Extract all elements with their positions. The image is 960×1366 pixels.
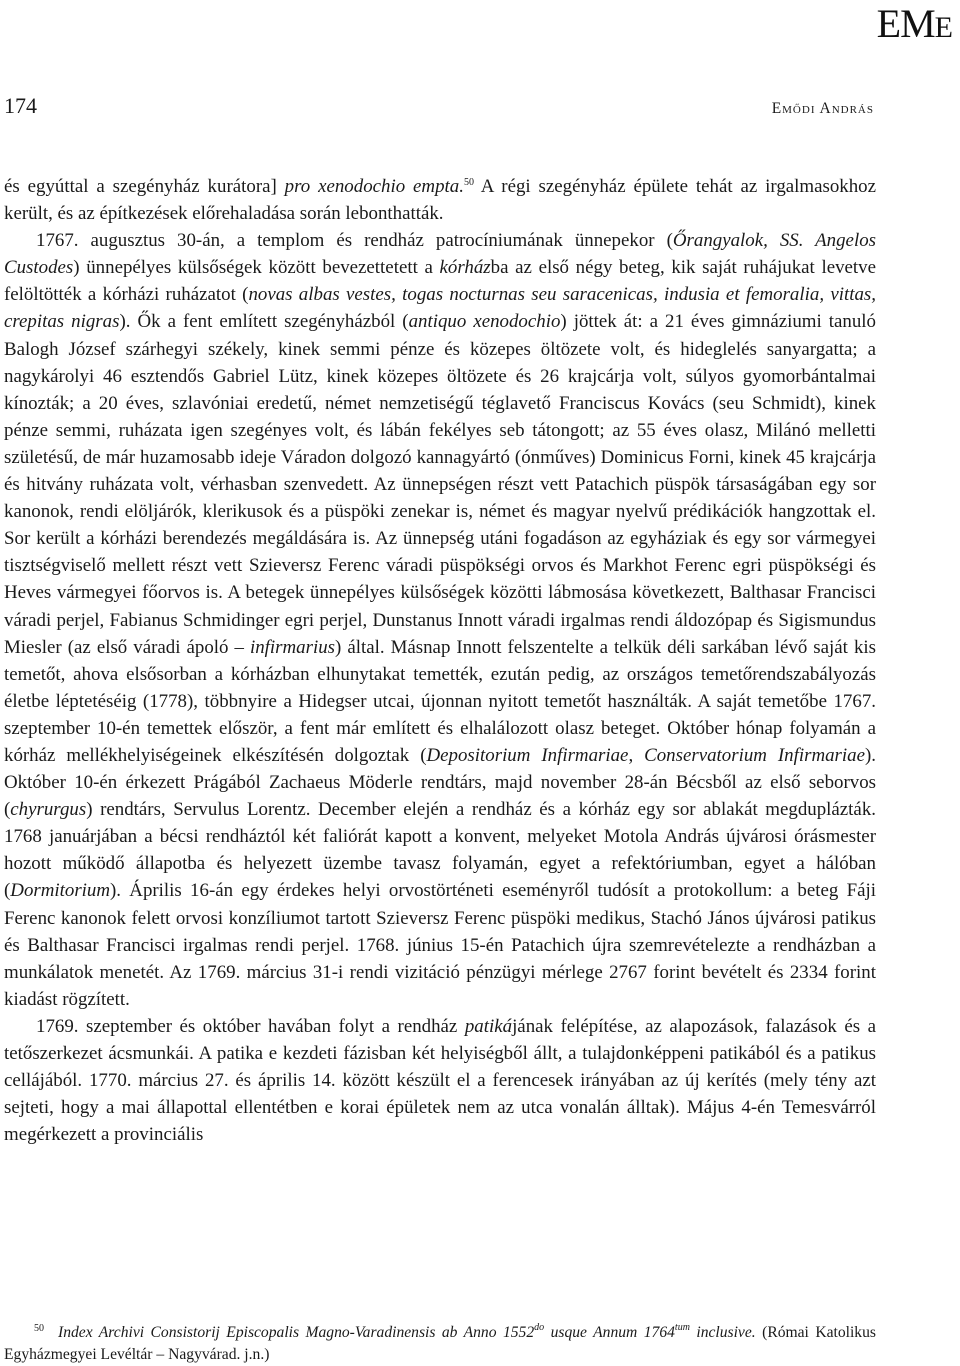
text-run: és egyúttal a szegényház kurátora] — [4, 176, 285, 197]
footnote-ref: tum — [674, 1322, 690, 1333]
italic-text: kórház — [439, 257, 491, 279]
text-run: ). Április 16-án egy érdekes helyi orvostörténeti eseményről tudósít a protokollum: a beteg Fáji Ferenc kanonok felett orvosi konzíliumot tartott Szieversz Ferenc püspöki medikus, Stachó János újvárosi patikus és Balthasar Francisci irgalmas rendi perjel. 1768. június 15-én Patachich újra szemrevételezte a rendházban a munkálatok menetét. Az 1769. március 31-i rendi vizitáció pénzügyi mérlege 2767 forint bevételt és 2334 forint kiadást rögzített. — [4, 880, 876, 1010]
italic-text: pro xenodochio empta. — [284, 176, 464, 197]
paragraph-1 — [4, 173, 876, 227]
footnote-ref: do — [534, 1322, 545, 1333]
italic-text: novas albas vestes, togas nocturnas seu saracenicas, indusia et femoralia, vittas, crepitas nigras — [4, 284, 876, 333]
italic-text: inclusive. — [689, 1324, 756, 1341]
text-run: 1769. szeptember és október havában folyt a rendház — [36, 1015, 465, 1037]
text-run: ) jöttek át: a 21 éves gimnáziumi tanuló Balogh József szárhegyi székely, kinek semmi pénze és közepes öltözete volt, és hideglelés sanyargatta; a nagykárolyi 46 esztendős Gabriel Lütz, kinek közepes öltözete és 26 krajcárja volt, súlyos gyomorbántalmai kínozták; a 20 éves, szlavóniai eredetű, német nemzetiségű téglavető Franciscus Kovács (seu Schmidt), kinek pénze semmi, ruházata igen szegényes volt, és lábán fekélyes seb tátongott; az 55 éves olasz, Milánó melletti születésű, de már huzamosabb ideje Váradon dolgozó kannagyártó (ónműves) Dominicus Forni, kinek 45 krajcárja és hitvány ruházata volt, vérhasban szenvedett. Az ünnepségen részt vett Patachich püspök társaságában egy sor kanonok, rendi elöljárók, klerikusok és a püspöki zenekar is, német és magyar nyelvű prédikációk hangzottak el. Sor került a kórházi berendezés megáldására is. Az ünnepség utáni fogadáson az egyháziak és egy sor vármegyei tisztségviselő mellett részt vett Szieversz Ferenc váradi püspökségi orvos és Markhot Ferenc egri püspökségi és Heves vármegyei főorvos is. A betegek ünnepélyes külsőségek közötti lábmosása következett, Balthasar Francisci váradi perjel, Fabianus Schmidinger egri perjel, Dunstanus Innott váradi irgalmas rendi áldozópap és Sigismundus Miesler (az első váradi ápoló – — [4, 311, 876, 658]
text-run: ). Ők a fent említett szegényházból ( — [119, 311, 409, 333]
italic-text: infirmarius — [249, 636, 335, 658]
running-header — [4, 93, 874, 119]
text-run: (Római Katolikus Egyházmegyei Levéltár – Nagyvárad. j.n.) — [4, 1324, 876, 1363]
text-run: A régi szegényház épülete tehát az irgalmasokhoz került, és az építkezések előrehaladása során lebonthatták. — [4, 176, 877, 225]
journal-logo: EME — [876, 1, 952, 46]
text-run: ) rendtárs, Servulus Lorentz. December elején a rendház és a kórház egy sor ablakát megduplázták. 1768 januárjában a bécsi rendháztól két faliórát kapott a konvent, melyeket Motola András újvárosi órásmester hozott működő állapotba és helyezett üzembe tavasz folyamán, egyet a refektóriumban, egyet a hálóban ( — [4, 799, 876, 902]
page-number: 174 — [4, 93, 37, 118]
italic-text: antiquo xenodochio — [408, 311, 561, 333]
paragraph-3 — [4, 1013, 876, 1148]
footnote-ref: 50 — [463, 177, 474, 188]
text-run: jának felépítése, az alapozások, falazások és a tetőszerkezet ácsmunkái. A patika e kezdeti fázisban két helyiségből állt, a tulajdonképpeni patikából és a patikus cellájából. 1770. március 27. és április 14. között készült el a ferencesek irányában az új kerítés (mely tény azt sejteti, hogy a mai állapottal ellentétben e korai épületek nem az utca vonalán álltak). Május 4-én Temesvárról megérkezett a provinciális — [4, 1015, 876, 1146]
italic-text: patiká — [464, 1015, 513, 1037]
body-text — [4, 173, 876, 1148]
text-run: ) által. Másnap Innott felszentelte a telkük déli sarkában lévő saját kis temetőt, ahova elsősorban a kórházban elhunytakat temették, ezután pedig, az országos temetőrendszabályozás életbe léptetéséig (1778), többnyire a Hidegser utcai, újonnan nyitott temetőt használták. A saját temetőbe 1767. szeptember 10-én temettek először, a fent már említett és elhalálozott olasz beteget. Október hónap folyamán a kórház mellékhelyiségeinek elkészítésén dolgoztak ( — [4, 636, 876, 766]
italic-text: Depositorium Infirmariae — [426, 744, 629, 766]
italic-text: Index Archivi Consistorij Episcopalis Magno-Varadinensis ab Anno 1552 — [58, 1324, 535, 1341]
italic-text: chyrurgus — [10, 799, 87, 821]
italic-text: Dormitorium — [10, 880, 111, 902]
paragraph-2 — [4, 227, 876, 1013]
italic-text: Őrangyalok, SS. Angelos Custodes — [4, 230, 876, 279]
running-author: Emődi András — [771, 100, 874, 117]
footnote — [4, 1318, 876, 1366]
footnote-number: 50 — [34, 1323, 44, 1334]
italic-text: Conservatorium Infirmariae — [644, 744, 865, 766]
text-run: 1767. augusztus 30-án, a templom és rendház patrocíniumának ünnepekor ( — [36, 230, 673, 252]
text-run: ) ünnepélyes külsőségek között bevezettetett a — [73, 257, 440, 279]
text-run: , — [628, 744, 645, 766]
italic-text: usque Annum 1764 — [544, 1324, 675, 1341]
text-run: ba az első négy beteg, kik saját ruhájukat levetve felöltötték a kórházi ruházatot ( — [4, 257, 876, 306]
text-run: ). Október 10-én érkezett Prágából Zachaeus Möderle rendtárs, majd november 28-án Bécsből az első seborvos ( — [4, 744, 876, 821]
